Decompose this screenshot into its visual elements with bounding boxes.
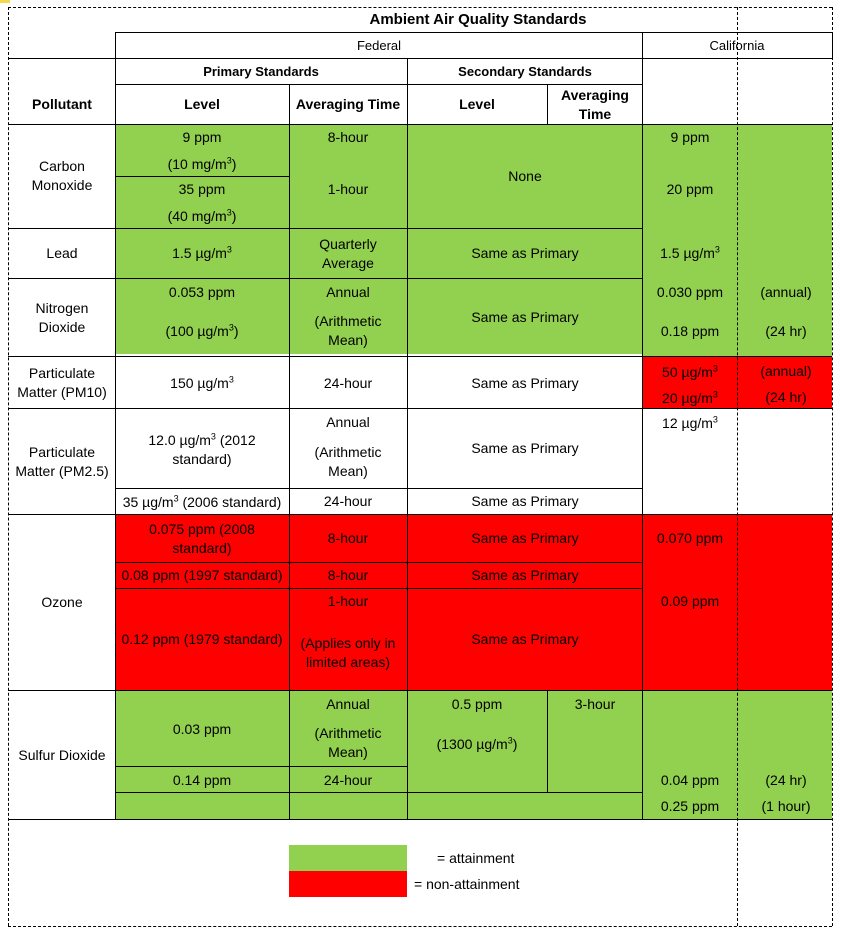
pm10-time: 24-hour	[323, 375, 373, 391]
hline	[8, 58, 832, 59]
california-header: California	[709, 38, 765, 53]
ozone-ca-1hr: 0.09 ppm	[660, 593, 720, 609]
outer-border-bottom	[8, 926, 832, 927]
lead-time: Average	[322, 255, 374, 271]
hline	[115, 32, 832, 33]
ozone-secondary-2008: Same as Primary	[471, 530, 579, 546]
ozone-name: Ozone	[41, 594, 83, 610]
lead-level: 1.5 $\mu g/m^3$	[172, 244, 232, 261]
pm25-name: Particulate	[28, 444, 96, 460]
co-time-8hr: 8-hour	[327, 129, 369, 145]
co-level-8hr: 9 ppm	[182, 129, 222, 145]
primary-level-header: Level	[184, 96, 220, 112]
legend-attainment-swatch	[289, 845, 407, 871]
co-ca-1hr: 20 ppm	[666, 181, 714, 197]
hline	[115, 176, 290, 177]
pm10-ca-24hr-period: (24 hr)	[765, 389, 807, 405]
so2-secondary-level-ug: (1300 $\mu g/m^3$)	[436, 735, 518, 752]
primary-standards-header: Primary Standards	[203, 64, 319, 79]
so2-time: Annual	[326, 696, 370, 712]
ozone-ca-8hr: 0.070 ppm	[656, 530, 724, 546]
so2-level-24hr: 0.14 ppm	[172, 772, 232, 788]
ozone-secondary-1979: Same as Primary	[471, 631, 579, 647]
ozone-time-note: (Applies only in	[300, 635, 396, 651]
hline	[8, 356, 832, 357]
legend-attainment-label: = attainment	[437, 850, 515, 866]
secondary-standards-header: Secondary Standards	[458, 64, 592, 79]
ozone-time-8hr: 8-hour	[327, 530, 369, 546]
pm25-level-2012-label: standard)	[172, 451, 232, 467]
lead-name: Lead	[46, 245, 78, 261]
secondary-level-header: Level	[459, 96, 495, 112]
ozone-time-1hr: 1-hour	[327, 593, 369, 609]
hline	[8, 124, 832, 125]
no2-time: Mean)	[328, 332, 368, 348]
pm25-secondary-annual: Same as Primary	[471, 440, 579, 456]
pm25-level-2012: 12.0 $\mu g/m^3$ (2012	[148, 431, 256, 448]
hline	[115, 562, 642, 563]
so2-time: Mean)	[328, 744, 368, 760]
pm10-ca-annual-period: (annual)	[760, 363, 812, 379]
so2-secondary-time: 3-hour	[574, 696, 616, 712]
ozone-time-8hr-1997: 8-hour	[327, 567, 369, 583]
co-secondary: None	[508, 168, 542, 184]
pm10-ca-24hr: 20 $\mu g/m^3$	[662, 389, 718, 406]
vline	[547, 84, 548, 124]
lead-ca: 1.5 $\mu g/m^3$	[660, 244, 720, 261]
ozone-level-2008-label: standard)	[172, 540, 232, 556]
pm25-name: Matter (PM2.5)	[15, 463, 109, 479]
vline	[832, 32, 833, 59]
ozone-time-note: limited areas)	[305, 654, 391, 670]
pm25-time: Annual	[326, 414, 370, 430]
so2-ca-1hr: 0.25 ppm	[660, 798, 720, 814]
hline	[8, 408, 832, 409]
no2-level-ppm: 0.053 ppm	[168, 284, 236, 300]
corner-marker	[0, 0, 10, 3]
so2-level-annual: 0.03 ppm	[172, 721, 232, 737]
no2-ca-annual-period: (annual)	[760, 284, 812, 300]
so2-ca-24hr-period: (24 hr)	[765, 772, 807, 788]
co-level-1hr: 35 ppm	[178, 181, 226, 197]
pm25-secondary-24hr: Same as Primary	[471, 493, 579, 509]
no2-secondary: Same as Primary	[471, 309, 579, 325]
hline	[8, 690, 832, 691]
outer-border-top	[8, 7, 832, 8]
pm10-name: Particulate	[28, 365, 96, 381]
vline	[407, 58, 408, 820]
no2-name: Nitrogen	[35, 300, 89, 316]
so2-ca-1hr-period: (1 hour)	[761, 798, 811, 814]
co-name: Carbon	[39, 158, 85, 174]
ozone-level-1979: 0.12 ppm (1979 standard)	[121, 631, 283, 647]
table-title: Ambient Air Quality Standards	[369, 11, 587, 28]
pm25-level-2006: 35 $\mu g/m^3$ (2006 standard)	[122, 493, 282, 510]
pm10-ca-annual: 50 $\mu g/m^3$	[662, 363, 718, 380]
legend-non-attainment-label: = non-attainment	[414, 876, 520, 892]
federal-header: Federal	[356, 38, 402, 53]
so2-secondary-level: 0.5 ppm	[451, 696, 503, 712]
pm10-secondary: Same as Primary	[471, 375, 579, 391]
no2-ca-24hr: 0.18 ppm	[660, 323, 720, 339]
no2-ca-24hr-period: (24 hr)	[765, 323, 807, 339]
hline	[115, 588, 642, 589]
pm10-name: Matter (PM10)	[17, 384, 107, 400]
hline	[8, 228, 642, 229]
legend-non-attainment-swatch	[289, 871, 407, 897]
hline	[115, 488, 642, 489]
vline	[289, 84, 290, 820]
outer-border-left	[8, 7, 9, 926]
hline	[115, 766, 407, 767]
no2-level-ug: (100 $\mu g/m^3$)	[165, 322, 239, 339]
so2-time-24hr: 24-hour	[323, 772, 373, 788]
co-level-1hr-mg: (40 $mg/m^3$)	[167, 207, 237, 224]
co-name: Monoxide	[31, 177, 93, 193]
hline	[115, 84, 642, 85]
outer-border-right	[832, 7, 833, 926]
no2-name: Dioxide	[38, 319, 86, 335]
vline	[547, 690, 548, 793]
pm25-time: (Arithmetic	[314, 444, 382, 460]
no2-time: (Arithmetic	[314, 313, 382, 329]
california-dashed-divider	[737, 7, 738, 926]
secondary-averaging-header: Averaging	[561, 87, 629, 103]
hline	[8, 819, 832, 820]
so2-time: (Arithmetic	[314, 725, 382, 741]
vline	[642, 32, 643, 820]
co-level-8hr-mg: (10 $mg/m^3$)	[167, 155, 237, 172]
co-time-1hr: 1-hour	[327, 181, 369, 197]
pm10-level: 150 $\mu g/m^3$	[170, 374, 234, 391]
hline	[8, 278, 642, 279]
ozone-level-1997: 0.08 ppm (1997 standard)	[121, 567, 283, 583]
so2-ca-24hr: 0.04 ppm	[660, 772, 720, 788]
lead-time: Quarterly	[319, 236, 377, 252]
pollutant-header: Pollutant	[32, 96, 92, 112]
pm25-ca: 12 $\mu g/m^3$	[662, 414, 718, 431]
secondary-time-header: Time	[578, 106, 612, 122]
hline	[8, 514, 832, 515]
ozone-level-2008: 0.075 ppm (2008	[149, 521, 255, 537]
no2-time: Annual	[326, 284, 370, 300]
pm25-time: Mean)	[328, 463, 368, 479]
vline	[115, 32, 116, 820]
co-ca-8hr: 9 ppm	[670, 129, 710, 145]
primary-averaging-time-header: Averaging Time	[295, 96, 401, 112]
ozone-secondary-1997: Same as Primary	[471, 567, 579, 583]
pm25-time-24hr: 24-hour	[323, 493, 373, 509]
so2-name: Sulfur Dioxide	[18, 747, 106, 763]
lead-secondary: Same as Primary	[471, 245, 579, 261]
no2-ca-annual: 0.030 ppm	[656, 284, 724, 300]
hline	[115, 792, 642, 793]
